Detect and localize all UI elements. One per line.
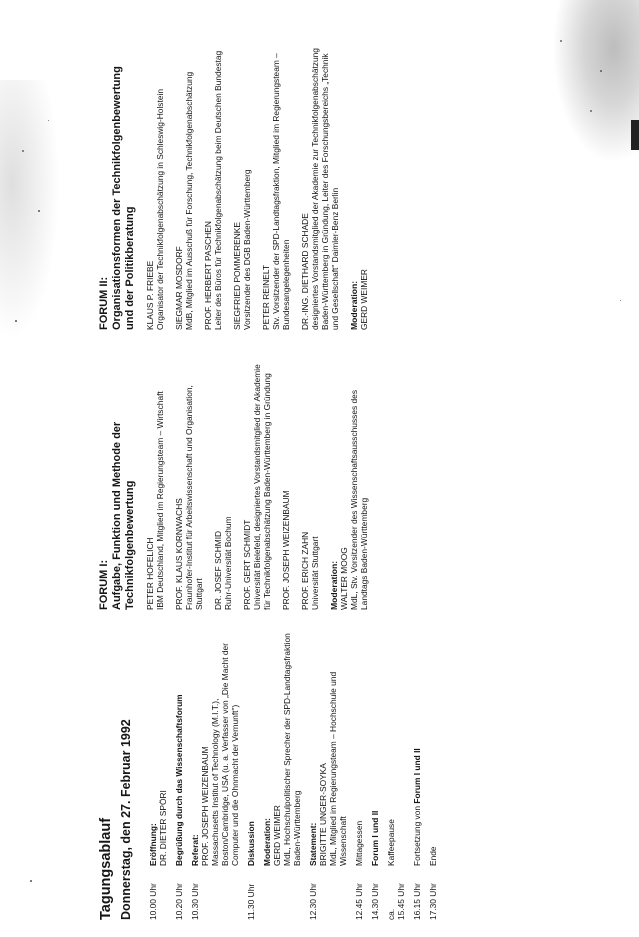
forum2-speaker (174, 45, 194, 330)
program-item (262, 630, 302, 920)
forum2-speaker-desc: MdB, Mitglied im Ausschuß für Forschung, Technikfolgenabschätzung (184, 71, 194, 330)
program-item-body (190, 630, 240, 866)
program-item-time: 14.30 Uhr (370, 883, 380, 920)
program-item (386, 630, 406, 920)
program-item-body (262, 630, 302, 866)
program-item (354, 630, 364, 920)
forum2-speaker-name: SIEGFRIED POMMERENKE (232, 222, 242, 330)
forum2-speakers (145, 45, 340, 330)
program-item-heading: Statement: (308, 822, 318, 866)
program-item-time: 16.15 Uhr (412, 883, 422, 920)
forum1-speaker-name: PROF. JOSEPH WEIZENBAUM (281, 490, 291, 610)
program-item-time (262, 866, 302, 920)
forum1-speaker (145, 355, 165, 610)
program-item-line: Fortsetzung von (412, 805, 422, 866)
forum2-moderator (359, 45, 369, 330)
program-item-heading: Begrüßung durch das Wissenschaftsforum (174, 694, 184, 866)
forum1-speaker-desc: IBM Deutschland, Mitglied im Regierungsteam – Wirtschaft (155, 391, 165, 610)
forum2-moderator-name: GERD WEIMER (359, 269, 369, 330)
program-item-body (386, 630, 406, 866)
program-item-line: Massachusetts Institut of Technology (M.I.T.), Boston/Cambridge, USA (u. a. Verfasser von „Die Macht der Computer und die Ohnmacht der Vernunft") (210, 643, 240, 866)
forum1-speaker-desc: Fraunhofer-Institut für Arbeitswissenschaft und Organisation, Stuttgart (184, 385, 204, 610)
forum2-column (98, 45, 378, 330)
program-item-line: MdL, Hochschulpolitischer Sprecher der SPD-Landtagsfraktion Baden-Württemberg (282, 633, 302, 866)
program-item-time: 11.30 Uhr (246, 883, 256, 920)
scan-speckle (620, 300, 621, 301)
program-item-heading: Referat: (190, 834, 200, 866)
forum1-label: FORUM I: (98, 559, 110, 610)
program-item-heading: Moderation: (262, 818, 272, 866)
forum2-speaker-name: SIEGMAR MOSDORF (174, 246, 184, 330)
program-item-time: 10.00 Uhr (148, 883, 158, 920)
program-item-body (354, 630, 364, 866)
program-item-line: MdL, Mitglied im Regierungsteam – Hochschule und Wissenschaft (328, 671, 348, 866)
forum1-speaker-name: DR. JOSEF SCHMID (213, 530, 223, 610)
forum2-speaker-name: DR.-ING. DIETHARD SCHADE (300, 213, 310, 330)
forum2-speaker (232, 45, 252, 330)
forum1-title: Aufgabe, Funktion und Methode der Technikfolgenbewertung (111, 421, 136, 610)
forum2-speaker-desc: Vorsitzender des DGB Baden-Württemberg (242, 169, 252, 330)
forum1-speaker-name: PROF. KLAUS KORNWACHS (174, 498, 184, 610)
program-item-heading: Forum I und II (370, 810, 380, 866)
forum1-moderator-name: WALTER MOOG (339, 547, 349, 610)
scan-speckle (30, 880, 32, 882)
scan-speckle (590, 110, 592, 112)
forum2-speaker-name: PROF. HERBERT PASCHEN (203, 221, 213, 330)
forum2-title: Organisationsformen der Technikfolgenbewertung und der Politikberatung (111, 66, 136, 330)
program-item-body (246, 630, 256, 866)
forum1-speaker (213, 355, 233, 610)
program-item-body (370, 630, 380, 866)
scan-edge-mark (631, 120, 639, 150)
program-item-body (308, 630, 348, 866)
program-item-body (428, 630, 438, 866)
forum2-speaker-desc: Leiter des Büros für Technikfolgenabschätzung beim Deutschen Bundestag (213, 50, 223, 330)
forum2-moderation-label: Moderation: (349, 280, 359, 330)
forum2-speaker (145, 45, 165, 330)
program-item (428, 630, 438, 920)
program-item-time: 17.30 Uhr (428, 883, 438, 920)
forum1-speaker-name: PROF. ERICH ZAHN (300, 531, 310, 610)
scan-speckle (15, 320, 17, 322)
forum1-speaker-desc: Universität Bielefeld, designiertes Vorstandsmitglied der Akademie für Technikfolgenabschätzung Baden-Württemberg in Gründung (252, 364, 272, 610)
forum2-speaker (261, 45, 291, 330)
forum1-speaker (174, 355, 204, 610)
program-item-time: 12.45 Uhr (354, 883, 364, 920)
forum1-speaker (281, 355, 291, 610)
program-title: Tagungsablauf (98, 817, 114, 920)
program-item (308, 630, 348, 920)
forum2-label: FORUM II: (98, 276, 110, 330)
program-column (98, 630, 444, 920)
program-item-time: ca. 15.45 Uhr (386, 883, 406, 920)
forum1-speakers (145, 355, 320, 610)
program-item-tail: Forum I und II (412, 748, 422, 804)
forum2-speaker-desc: designiertes Vorstandsmitglied der Akademie zur Technikfolgenabschätzung Baden-Württemberg in Gründung, Leiter des Forschungsbereichs „Technik und Gesellschaft" Daimler-Benz Berlin (310, 48, 340, 330)
program-item-body (174, 630, 184, 866)
forum2-speaker-name: KLAUS P. FRIEBE (145, 260, 155, 330)
forum2-speaker-name: PETER REINELT (261, 265, 271, 330)
program-item-line: Mittagessen (354, 820, 364, 866)
forum2-speaker (203, 45, 223, 330)
program-item-line: PROF. JOSEPH WEIZENBAUM (200, 746, 210, 866)
program-item-line: Ende (428, 846, 438, 866)
scan-speckle (560, 40, 562, 42)
scan-speckle (38, 210, 40, 212)
program-item-body (412, 630, 422, 866)
scan-speckle (600, 70, 602, 72)
program-item-line: Kaffeepause (386, 819, 396, 866)
program-list (148, 630, 438, 920)
rotated-document (98, 40, 578, 920)
program-item-line: DR. DIETER SPÖRI (158, 790, 168, 866)
program-item-heading: Diskussion (246, 821, 256, 866)
forum2-speaker (300, 45, 340, 330)
program-item-time: 12.30 Uhr (308, 883, 318, 920)
program-item-line: GERD WEIMER (272, 805, 282, 866)
program-item (148, 630, 168, 920)
program-item-heading: Eröffnung: (148, 823, 158, 866)
forum1-moderator-desc: MdL, Stv. Vorsitzender des Wissenschaftsausschusses des Landtags Baden-Württemberg (349, 389, 369, 610)
forum1-moderation-label: Moderation: (329, 560, 339, 610)
forum1-speaker-desc: Ruhr-Universität Bochum (223, 516, 233, 610)
forum1-speaker-name: PETER HOFELICH (145, 537, 155, 610)
forum1-speaker-name: PROF. GERT SCHMIDT (242, 519, 252, 610)
scan-shadow-left (0, 80, 60, 340)
forum1-speaker (242, 355, 272, 610)
forum2-heading (98, 45, 137, 330)
program-item-body (148, 630, 168, 866)
program-item (174, 630, 184, 920)
forum2-speaker-desc: Stv. Vorsitzender der SPD-Landtagsfraktion, Mitglied im Regierungsteam – Bundesangelegenheiten (271, 53, 291, 330)
forum2-speaker-desc: Organisator der Technikfolgenabschätzung in Schleswig-Holstein (155, 89, 165, 330)
forum1-moderator (339, 355, 369, 610)
program-item-line: BRIGITTE UNGER-SOYKA (318, 763, 328, 866)
program-item (246, 630, 256, 920)
forum1-heading (98, 355, 137, 610)
program-item (370, 630, 380, 920)
forum1-speaker (300, 355, 320, 610)
program-item-time: 10.30 Uhr (190, 883, 200, 920)
forum1-speaker-desc: Universität Stuttgart (310, 536, 320, 610)
program-item (412, 630, 422, 920)
program-date: Donnerstag, den 27. Februar 1992 (119, 719, 133, 920)
forum1-column (98, 355, 378, 610)
program-item (190, 630, 240, 920)
scan-speckle (22, 150, 24, 152)
program-item-time: 10.20 Uhr (174, 883, 184, 920)
